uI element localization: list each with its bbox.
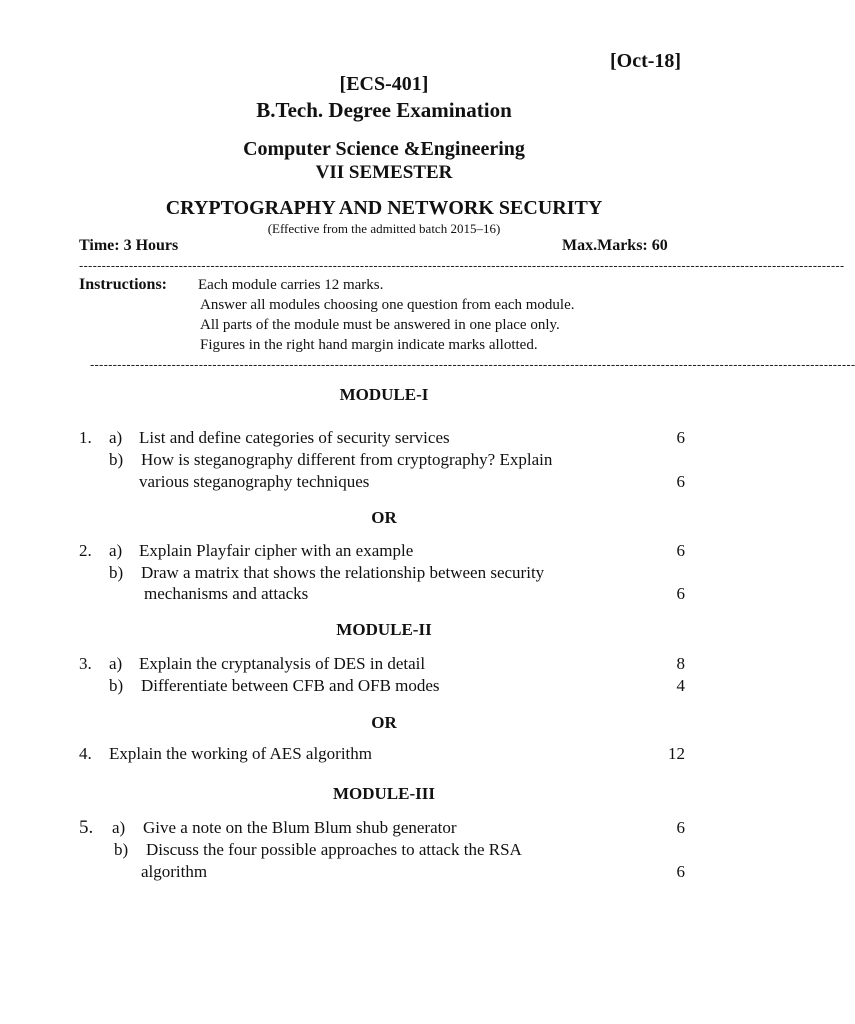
question-number: 2. bbox=[79, 541, 92, 560]
part-label: a) bbox=[112, 818, 126, 837]
part-label: a) bbox=[109, 428, 123, 447]
instruction-line: All parts of the module must be answered in one place only. bbox=[200, 317, 560, 333]
part-label: b) bbox=[109, 676, 124, 695]
course-code: [ECS-401] bbox=[339, 73, 429, 95]
marks-value: 6 bbox=[676, 862, 685, 881]
marks-value: 6 bbox=[676, 541, 685, 560]
question-text: Discuss the four possible approaches to attack the RSA bbox=[146, 840, 522, 859]
or-divider: OR bbox=[371, 713, 397, 732]
module-heading: MODULE-I bbox=[339, 385, 429, 404]
semester-title: VII SEMESTER bbox=[315, 162, 453, 183]
max-marks-label: Max.Marks: 60 bbox=[562, 237, 668, 254]
question-text: algorithm bbox=[141, 862, 208, 881]
separator-bottom: ------------------------------------------------------------------------------------------------------------------------------------------------------------------------- bbox=[90, 357, 855, 372]
question-text: Differentiate between CFB and OFB modes bbox=[141, 676, 440, 695]
marks-value: 6 bbox=[676, 584, 685, 603]
part-label: b) bbox=[114, 840, 129, 859]
separator-top: ------------------------------------------------------------------------------------------------------------------------------------------------------------------------- bbox=[79, 258, 845, 273]
question-text: Explain the cryptanalysis of DES in detail bbox=[139, 654, 426, 673]
exam-date: [Oct-18] bbox=[610, 50, 682, 72]
question-text: How is steganography different from cryptography? Explain bbox=[141, 450, 553, 469]
marks-value: 12 bbox=[668, 744, 685, 763]
marks-value: 6 bbox=[676, 818, 685, 837]
instruction-line: Each module carries 12 marks. bbox=[198, 277, 384, 293]
question-text: various steganography techniques bbox=[139, 472, 370, 491]
degree-title: B.Tech. Degree Examination bbox=[256, 98, 512, 122]
instruction-line: Figures in the right hand margin indicate marks allotted. bbox=[200, 337, 538, 353]
part-label: a) bbox=[109, 541, 123, 560]
subject-title: CRYPTOGRAPHY AND NETWORK SECURITY bbox=[165, 197, 603, 219]
marks-value: 4 bbox=[676, 676, 685, 695]
question-text: Draw a matrix that shows the relationship between security bbox=[141, 563, 545, 582]
module-heading: MODULE-III bbox=[332, 784, 435, 803]
question-text: mechanisms and attacks bbox=[144, 584, 309, 603]
question-text: Explain Playfair cipher with an example bbox=[139, 541, 414, 560]
question-number: 1. bbox=[79, 428, 92, 447]
question-text: Give a note on the Blum Blum shub generator bbox=[143, 818, 457, 837]
module-heading: MODULE-II bbox=[336, 620, 432, 639]
marks-value: 6 bbox=[676, 428, 685, 447]
question-number: 3. bbox=[79, 654, 92, 673]
time-label: Time: 3 Hours bbox=[79, 237, 179, 254]
question-number: 5. bbox=[79, 817, 94, 838]
part-label: a) bbox=[109, 654, 123, 673]
question-text: Explain the working of AES algorithm bbox=[109, 744, 372, 763]
question-number: 4. bbox=[79, 744, 92, 763]
instructions-label: Instructions: bbox=[79, 276, 168, 293]
effective-note: (Effective from the admitted batch 2015–16) bbox=[267, 221, 501, 236]
instruction-line: Answer all modules choosing one question from each module. bbox=[200, 297, 575, 313]
question-text: List and define categories of security services bbox=[139, 428, 450, 447]
part-label: b) bbox=[109, 563, 124, 582]
part-label: b) bbox=[109, 450, 124, 469]
marks-value: 6 bbox=[676, 472, 685, 491]
branch-title: Computer Science &Engineering bbox=[243, 138, 525, 160]
or-divider: OR bbox=[371, 508, 397, 527]
marks-value: 8 bbox=[676, 654, 685, 673]
